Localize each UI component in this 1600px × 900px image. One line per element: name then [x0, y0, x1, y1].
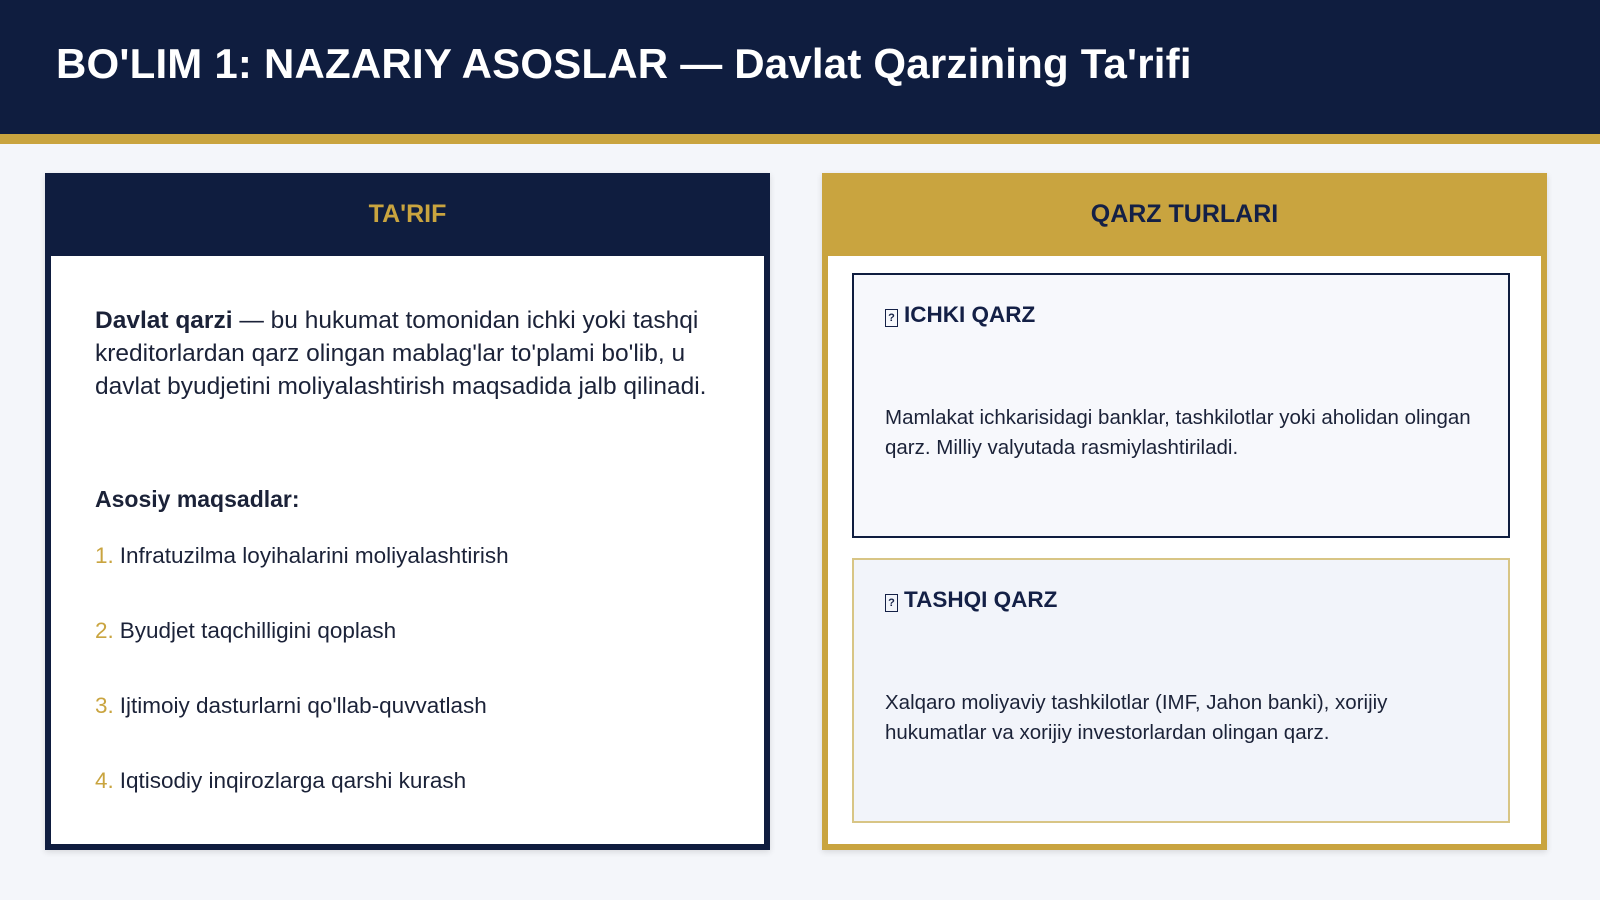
external-debt-title — [885, 587, 1057, 613]
internal-debt-text: Mamlakat ichkarisidagi banklar, tashkilotlar yoki aholidan olingan qarz. Milliy valyutada rasmiylashtiriladi. — [885, 406, 1471, 459]
definition-term: Davlat qarzi — [95, 307, 233, 334]
goal-number: 4. — [95, 768, 114, 793]
debt-types-heading: QARZ TURLARI — [1090, 200, 1279, 228]
internal-debt-label: ICHKI QARZ — [904, 302, 1036, 327]
goal-text: Byudjet taqchilligini qoplash — [119, 618, 397, 643]
definition-text: — bu hukumat tomonidan ichki yoki tashqi kreditorlardan qarz olingan mablag'lar to'plami bo'lib, u davlat byudjetini moliyalashtirish maqsadida jalb qilinadi. — [95, 307, 707, 400]
debt-types-panel — [822, 173, 1547, 850]
goal-number: 1. — [95, 543, 114, 568]
slide-header — [0, 0, 1600, 134]
goal-item — [95, 618, 396, 644]
goal-item — [95, 768, 466, 794]
goal-item — [95, 543, 509, 569]
definition-panel-heading: TA'RIF — [368, 200, 447, 228]
debt-types-body — [828, 256, 1541, 844]
internal-debt-title — [885, 302, 1035, 328]
header-accent-bar — [0, 134, 1600, 144]
internal-debt-card — [852, 273, 1510, 538]
placeholder-glyph-icon: ? — [885, 309, 898, 327]
definition-paragraph — [95, 304, 725, 403]
goal-number: 2. — [95, 618, 114, 643]
external-debt-label: TASHQI QARZ — [904, 587, 1058, 612]
definition-panel — [45, 173, 770, 850]
external-debt-text: Xalqaro moliyaviy tashkilotlar (IMF, Jahon banki), xorijiy hukumatlar va xorijiy investorlardan olingan qarz. — [885, 691, 1388, 744]
goals-heading: Asosiy maqsadlar: — [95, 486, 300, 512]
goal-text: Infratuzilma loyihalarini moliyalashtirish — [119, 543, 509, 568]
goal-item — [95, 693, 487, 719]
definition-panel-body — [51, 256, 764, 844]
goal-text: Iqtisodiy inqirozlarga qarshi kurash — [119, 768, 467, 793]
goal-text: Ijtimoiy dasturlarni qo'llab-quvvatlash — [119, 693, 487, 718]
placeholder-glyph-icon: ? — [885, 594, 898, 612]
external-debt-card — [852, 558, 1510, 823]
goal-number: 3. — [95, 693, 114, 718]
slide-title: BO'LIM 1: NAZARIY ASOSLAR — Davlat Qarzining Ta'rifi — [56, 40, 1192, 87]
